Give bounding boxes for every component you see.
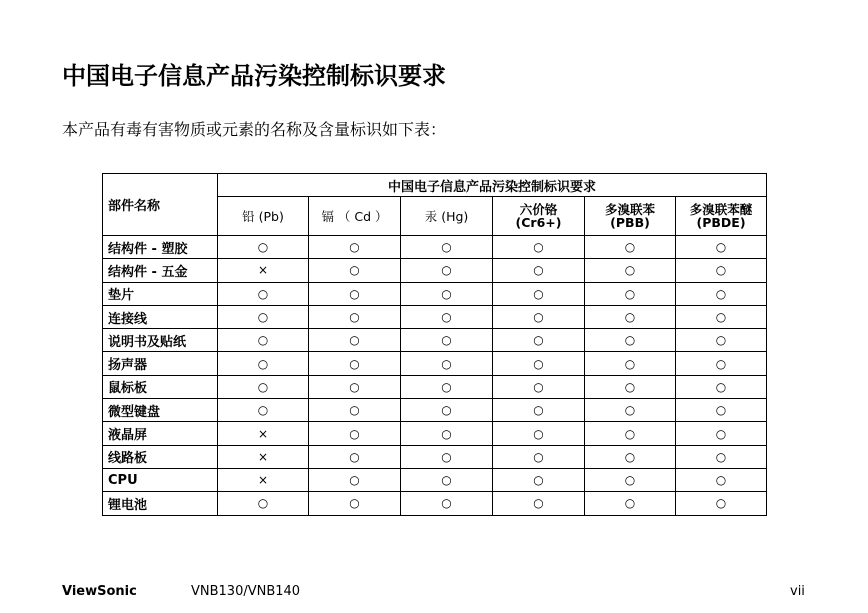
part-name: 鼠标板	[103, 375, 218, 398]
part-name: 连接线	[103, 305, 218, 328]
substance-mark: ○	[401, 375, 493, 398]
substance-symbol: (PBB)	[610, 215, 650, 230]
footer-model: VNB130/VNB140	[191, 584, 301, 599]
substance-mark: ○	[309, 445, 401, 468]
substance-mark: ○	[309, 259, 401, 282]
substance-mark: ○	[309, 492, 401, 515]
substance-header	[401, 197, 493, 236]
substance-mark: ○	[493, 445, 585, 468]
substance-mark: ○	[401, 259, 493, 282]
part-name: 垫片	[103, 282, 218, 305]
table-row	[103, 329, 767, 352]
substance-symbol: (PBDE)	[696, 215, 746, 230]
table-body	[103, 236, 767, 516]
substance-mark: ○	[676, 375, 767, 398]
part-name: 锂电池	[103, 492, 218, 515]
substance-mark: ○	[585, 305, 676, 328]
substance-mark: ○	[218, 236, 309, 259]
part-name: 结构件 - 五金	[103, 259, 218, 282]
substance-mark: ×	[218, 422, 309, 445]
substance-mark: ○	[218, 399, 309, 422]
footer-page-number: vii	[790, 584, 805, 599]
table-row	[103, 445, 767, 468]
table-row	[103, 375, 767, 398]
substance-mark: ○	[585, 399, 676, 422]
part-name: CPU	[103, 468, 218, 491]
substance-mark: ○	[401, 305, 493, 328]
substance-mark: ○	[585, 282, 676, 305]
substance-mark: ○	[585, 352, 676, 375]
page-title: 中国电子信息产品污染控制标识要求	[62, 62, 446, 90]
part-name: 扬声器	[103, 352, 218, 375]
substance-mark: ○	[401, 445, 493, 468]
substance-mark: ○	[218, 375, 309, 398]
substance-mark: ○	[493, 305, 585, 328]
substance-mark: ○	[401, 282, 493, 305]
substance-mark: ○	[676, 329, 767, 352]
substance-mark: ○	[401, 329, 493, 352]
substance-mark: ○	[309, 399, 401, 422]
substance-mark: ○	[676, 236, 767, 259]
substance-mark: ○	[676, 422, 767, 445]
substance-mark: ○	[676, 352, 767, 375]
substance-header	[493, 197, 585, 236]
table-row	[103, 305, 767, 328]
substance-mark: ○	[218, 282, 309, 305]
substance-header	[585, 197, 676, 236]
page-subtitle: 本产品有毒有害物质或元素的名称及含量标识如下表：	[62, 120, 447, 139]
substance-mark: ○	[493, 282, 585, 305]
table-row	[103, 399, 767, 422]
table-row	[103, 236, 767, 259]
substance-mark: ○	[493, 375, 585, 398]
table-row	[103, 422, 767, 445]
substance-mark: ○	[493, 352, 585, 375]
substance-mark: ○	[493, 236, 585, 259]
substance-mark: ○	[493, 399, 585, 422]
substance-name: 多溴联苯	[604, 202, 655, 217]
substance-mark: ○	[493, 492, 585, 515]
substance-mark: ○	[676, 468, 767, 491]
substance-mark: ○	[309, 329, 401, 352]
substance-mark: ○	[585, 422, 676, 445]
substance-name: 铅 (Pb)	[242, 208, 284, 224]
substance-mark: ×	[218, 259, 309, 282]
substance-mark: ○	[309, 236, 401, 259]
substance-header	[676, 197, 767, 236]
substance-mark: ○	[493, 422, 585, 445]
substance-mark: ○	[218, 305, 309, 328]
substance-mark: ○	[218, 329, 309, 352]
substance-mark: ○	[585, 329, 676, 352]
substance-mark: ○	[676, 282, 767, 305]
substance-mark: ×	[218, 445, 309, 468]
substance-mark: ○	[585, 468, 676, 491]
part-name: 说明书及贴纸	[103, 329, 218, 352]
substance-mark: ○	[676, 399, 767, 422]
substance-mark: ○	[401, 352, 493, 375]
substance-mark: ○	[676, 492, 767, 515]
substance-symbol: (Cr6+)	[515, 215, 562, 230]
substance-mark: ○	[218, 352, 309, 375]
substance-mark: ○	[676, 445, 767, 468]
table-row	[103, 259, 767, 282]
substance-mark: ○	[493, 468, 585, 491]
table-header-row	[103, 174, 767, 197]
substance-name: 镉 （ Cd ）	[321, 208, 388, 224]
substance-mark: ○	[493, 259, 585, 282]
substance-mark: ○	[585, 375, 676, 398]
substance-header	[218, 197, 309, 236]
substance-mark: ○	[309, 422, 401, 445]
table-row	[103, 468, 767, 491]
substance-mark: ○	[401, 468, 493, 491]
footer-brand: ViewSonic	[62, 584, 137, 599]
hazardous-substances-table	[102, 173, 767, 516]
substance-mark: ○	[309, 375, 401, 398]
substance-mark: ○	[309, 282, 401, 305]
part-name: 微型键盘	[103, 399, 218, 422]
substance-mark: ○	[585, 445, 676, 468]
group-header: 中国电子信息产品污染控制标识要求	[218, 174, 767, 197]
part-name: 液晶屏	[103, 422, 218, 445]
part-name: 结构件 - 塑胶	[103, 236, 218, 259]
table-row	[103, 492, 767, 515]
part-name: 线路板	[103, 445, 218, 468]
substance-mark: ○	[676, 305, 767, 328]
substance-mark: ○	[309, 468, 401, 491]
substance-mark: ○	[493, 329, 585, 352]
substance-mark: ○	[309, 352, 401, 375]
substance-mark: ○	[401, 236, 493, 259]
substance-mark: ○	[309, 305, 401, 328]
substance-mark: ○	[585, 236, 676, 259]
substance-mark: ○	[401, 399, 493, 422]
part-name-header: 部件名称	[103, 174, 218, 236]
substance-mark: ×	[218, 468, 309, 491]
substance-mark: ○	[401, 492, 493, 515]
substance-mark: ○	[585, 492, 676, 515]
substance-mark: ○	[676, 259, 767, 282]
substance-mark: ○	[401, 422, 493, 445]
substance-name: 六价铬	[519, 202, 558, 217]
table-row	[103, 352, 767, 375]
substance-mark: ○	[585, 259, 676, 282]
substance-name: 汞 (Hg)	[424, 208, 469, 224]
substance-mark: ○	[218, 492, 309, 515]
table-row	[103, 282, 767, 305]
substance-name: 多溴联苯醚	[689, 202, 753, 217]
substance-header	[309, 197, 401, 236]
